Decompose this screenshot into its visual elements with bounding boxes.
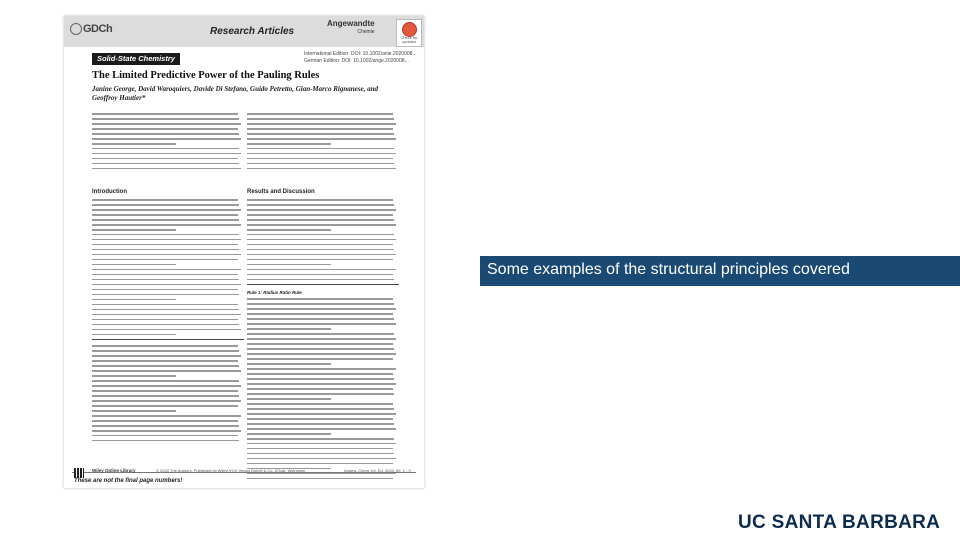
text-line (247, 418, 393, 420)
text-line (247, 158, 393, 160)
text-line (247, 478, 393, 480)
text-line (92, 163, 239, 165)
results-heading: Results and Discussion (247, 189, 315, 195)
text-line (247, 274, 393, 276)
text-line (92, 118, 239, 120)
text-line (92, 244, 238, 246)
text-line (92, 214, 238, 216)
text-line (92, 143, 176, 145)
text-line (247, 358, 393, 360)
text-line (92, 249, 239, 251)
text-line (92, 229, 176, 231)
paper-header (64, 16, 424, 47)
text-line (92, 153, 241, 155)
text-line (247, 118, 394, 120)
text-line (247, 138, 396, 140)
text-line (247, 473, 396, 475)
text-line (92, 324, 239, 326)
text-line (92, 199, 238, 201)
text-line (247, 453, 394, 455)
text-line (247, 343, 393, 345)
text-line (92, 435, 238, 437)
text-line (247, 413, 396, 415)
text-line (247, 353, 396, 355)
text-line (92, 138, 241, 140)
text-line (247, 269, 396, 271)
text-line (92, 319, 238, 321)
text-line (92, 385, 241, 387)
text-line (92, 375, 176, 377)
text-line (92, 299, 176, 301)
text-line (247, 403, 393, 405)
text-line (92, 239, 241, 241)
text-line (247, 443, 396, 445)
text-line (247, 393, 394, 395)
text-line (247, 363, 331, 365)
text-line (247, 313, 393, 315)
check-for-updates-badge[interactable]: Check for updates (396, 19, 422, 47)
text-line (247, 239, 396, 241)
text-line (92, 425, 239, 427)
text-line (92, 294, 239, 296)
text-line (247, 264, 331, 266)
text-line (92, 390, 238, 392)
text-line (92, 365, 239, 367)
text-line (247, 378, 394, 380)
introduction-column (92, 186, 244, 445)
text-line (92, 234, 239, 236)
text-line (92, 400, 241, 402)
footer-library: Wiley Online Library (92, 468, 136, 473)
text-line (92, 440, 239, 442)
text-line (92, 405, 238, 407)
text-line (247, 423, 394, 425)
doi-international: International Edition: DOI: 10.1002/anie.2020008... (304, 51, 417, 57)
text-line (247, 438, 394, 440)
doi-german: German Edition: DOI: 10.1002/ange.2020008... (304, 58, 409, 64)
text-line (92, 314, 241, 316)
introduction-body (92, 199, 244, 335)
text-line (247, 398, 331, 400)
text-line (247, 168, 396, 170)
text-line (92, 224, 241, 226)
text-line (247, 234, 394, 236)
footnotes-body (92, 345, 244, 441)
text-line (92, 148, 239, 150)
section-tag: Solid-State Chemistry (92, 53, 180, 65)
text-line (92, 350, 239, 352)
text-line (92, 254, 241, 256)
rule-divider (247, 284, 399, 285)
text-line (92, 370, 241, 372)
text-line (247, 214, 393, 216)
text-line (92, 209, 241, 211)
text-line (247, 219, 394, 221)
text-line (92, 380, 239, 382)
footer-copyright: © 2020 The Authors. Published by Wiley-VCH Verlag GmbH & Co. KGaA, Weinheim (156, 468, 306, 473)
text-line (92, 133, 239, 135)
text-line (92, 360, 238, 362)
text-line (92, 279, 239, 281)
text-line (247, 388, 393, 390)
text-line (247, 244, 393, 246)
text-line (92, 128, 238, 130)
paper-title: The Limited Predictive Power of the Pauling Rules (92, 70, 320, 81)
text-line (247, 153, 396, 155)
results-body (247, 199, 399, 280)
text-line (92, 219, 239, 221)
text-line (247, 348, 394, 350)
text-line (92, 430, 241, 432)
text-line (247, 259, 393, 261)
text-line (247, 279, 394, 281)
text-line (247, 433, 331, 435)
text-line (92, 204, 239, 206)
text-line (92, 168, 241, 170)
text-line (92, 123, 241, 125)
text-line (247, 128, 393, 130)
text-line (247, 458, 396, 460)
text-line (92, 259, 238, 261)
text-line (247, 123, 396, 125)
introduction-heading: Introduction (92, 189, 127, 195)
abstract-column (92, 113, 244, 173)
text-line (247, 368, 396, 370)
callout-text: Some examples of the structural principles covered (487, 261, 850, 278)
doi-block (304, 51, 417, 65)
text-line (92, 345, 238, 347)
text-line (247, 199, 393, 201)
text-line (92, 274, 238, 276)
barcode-icon (74, 468, 84, 478)
text-line (92, 415, 241, 417)
text-line (247, 323, 396, 325)
text-line (92, 289, 238, 291)
text-line (92, 309, 239, 311)
text-line (247, 328, 331, 330)
text-line (247, 229, 331, 231)
text-line (247, 448, 393, 450)
text-line (92, 395, 239, 397)
text-line (247, 148, 394, 150)
text-line (247, 303, 394, 305)
text-line (247, 333, 394, 335)
text-line (247, 204, 394, 206)
text-line (247, 249, 394, 251)
text-line (247, 224, 396, 226)
paper-screenshot (64, 16, 424, 488)
text-line (247, 463, 393, 465)
text-line (247, 133, 394, 135)
text-line (247, 318, 394, 320)
footer-citation: Angew. Chem. Int. Ed. 2020, 59, 1 - 9 (344, 468, 411, 473)
text-line (92, 284, 241, 286)
text-line (247, 254, 396, 256)
journal-logo: Angewandte Chemie (327, 19, 375, 35)
text-line (92, 158, 238, 160)
text-line (247, 113, 393, 115)
text-line (247, 209, 396, 211)
text-line (247, 143, 331, 145)
right-top-column (247, 113, 399, 173)
text-line (247, 298, 393, 300)
text-line (247, 308, 396, 310)
callout-banner (480, 256, 960, 286)
text-line (247, 338, 396, 340)
publisher-logo: GDCh (70, 23, 112, 35)
text-line (247, 163, 394, 165)
footer-note: These are not the final page numbers! (74, 478, 183, 484)
text-line (247, 383, 396, 385)
text-line (92, 264, 176, 266)
text-line (247, 428, 396, 430)
text-line (92, 113, 238, 115)
text-line (92, 269, 241, 271)
text-line (92, 334, 176, 336)
text-line (92, 355, 241, 357)
gdch-ring-icon (70, 23, 82, 35)
text-line (247, 373, 393, 375)
rule1-heading: Rule 1: Radius Ratio Rule (247, 290, 302, 296)
text-line (92, 329, 241, 331)
rule1-body (247, 298, 399, 479)
text-line (92, 410, 176, 412)
brand-wordmark: UC SANTA BARBARA (738, 512, 941, 533)
paper-authors: Janine George, David Waroquiers, Davide Di Stefano, Guido Petretto, Gian-Marco Rignanese, and Geoffroy Hautier* (92, 85, 378, 102)
text-line (247, 408, 394, 410)
results-column (247, 186, 399, 483)
text-line (92, 420, 238, 422)
section-header-title: Research Articles (210, 26, 295, 37)
text-line (92, 304, 238, 306)
footnote-divider (92, 339, 244, 340)
